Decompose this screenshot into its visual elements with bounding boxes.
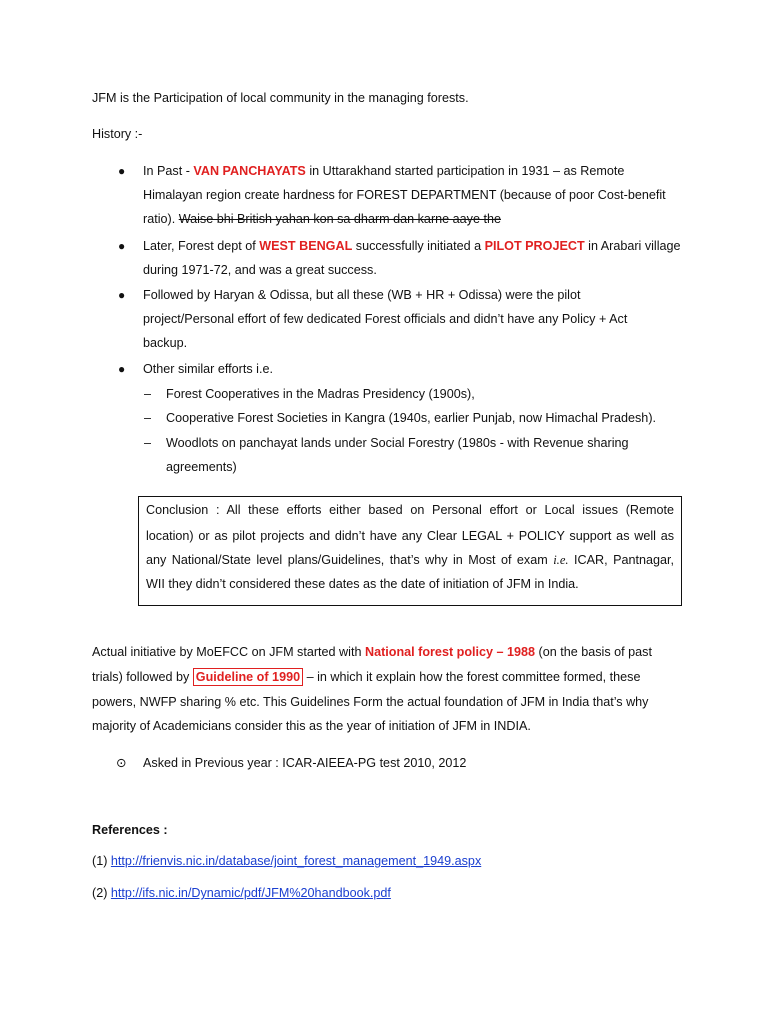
bullet3-line3: backup.: [143, 336, 188, 350]
sub-item: Cooperative Forest Societies in Kangra (1940s, earlier Punjab, now Himachal Pradesh).: [166, 411, 657, 425]
ie-italic: i.e.: [553, 553, 569, 567]
bullet2-text: in Arabari village: [584, 239, 681, 253]
conclusion-line3: [146, 548, 674, 572]
bullet1-text: in Uttarakhand started participation in 1931 – as Remote: [305, 164, 625, 178]
bullet3-line2: project/Personal effort of few dedicated Forest officials and didn’t have any Policy + Act: [143, 312, 628, 326]
conclusion-line1: Conclusion : All these efforts either based on Personal effort or Local issues (Remote: [146, 503, 674, 517]
bullet1-line2: Himalayan region create hardness for FOREST DEPARTMENT (because of poor Cost-benefit: [143, 188, 666, 202]
reference-link[interactable]: http://ifs.nic.in/Dynamic/pdf/JFM%20handbook.pdf: [110, 886, 391, 900]
bullet-dot: ●: [118, 239, 126, 253]
conclusion-text: any National/State level plans/Guidelines, that’s why in Most of exam: [146, 553, 554, 567]
conclusion-line4: WII they didn’t considered these dates as the date of initiation of JFM in India.: [146, 577, 579, 591]
dash-bullet: –: [144, 436, 152, 450]
bullet-dot: ●: [118, 288, 126, 302]
reference-number: (2): [92, 886, 111, 900]
conclusion-line2: location) or as pilot projects and didn’t have any Clear LEGAL + POLICY support as well as: [146, 529, 674, 543]
asked-text: Asked in Previous year : ICAR-AIEEA-PG test 2010, 2012: [143, 756, 467, 770]
bullet4-text: Other similar efforts i.e.: [143, 362, 273, 376]
bullet2-text: Later, Forest dept of: [143, 239, 260, 253]
bullet1-line1: [143, 159, 624, 183]
west-bengal-highlight: WEST BENGAL: [259, 239, 353, 253]
actual-line1: [92, 640, 652, 664]
bullet2-text: successfully initiated a: [352, 239, 485, 253]
bullet1-line3: [143, 207, 501, 231]
bullet2-line1: [143, 234, 681, 258]
pilot-project-highlight: PILOT PROJECT: [484, 239, 585, 253]
sub-item-cont: agreements): [166, 460, 237, 474]
national-forest-policy-highlight: National forest policy – 1988: [364, 645, 536, 659]
history-heading: History :-: [92, 127, 143, 141]
bullet-dot: ●: [118, 362, 126, 376]
actual-text: (on the basis of past: [535, 645, 652, 659]
sub-item: Woodlots on panchayat lands under Social Forestry (1980s - with Revenue sharing: [166, 436, 629, 450]
reference-number: (1): [92, 854, 111, 868]
van-panchayats-highlight: VAN PANCHAYATS: [193, 164, 306, 178]
circle-dot-icon: ⊙: [116, 756, 127, 770]
actual-text: – in which it explain how the forest committee formed, these: [303, 670, 641, 684]
actual-line4: majority of Academicians consider this as the year of initiation of JFM in INDIA.: [92, 719, 531, 733]
actual-line3: powers, NWFP sharing % etc. This Guidelines Form the actual foundation of JFM in India that’s why: [92, 695, 649, 709]
actual-text: trials) followed by: [92, 670, 193, 684]
bullet3-line1: Followed by Haryan & Odissa, but all these (WB + HR + Odissa) were the pilot: [143, 288, 581, 302]
dash-bullet: –: [144, 387, 152, 401]
intro-text: JFM is the Participation of local community in the managing forests.: [92, 91, 469, 105]
actual-text: Actual initiative by MoEFCC on JFM started with: [92, 645, 365, 659]
sub-item: Forest Cooperatives in the Madras Presidency (1900s),: [166, 387, 475, 401]
guideline-1990-highlight: Guideline of 1990: [193, 668, 303, 686]
dash-bullet: –: [144, 411, 152, 425]
struck-text: Waise bhi British yahan kon sa dharm dan karne aaye the: [178, 212, 501, 226]
reference-1: [92, 849, 481, 873]
reference-2: [92, 881, 391, 905]
bullet-dot: ●: [118, 164, 126, 178]
actual-line2: [92, 665, 640, 689]
reference-link[interactable]: http://frienvis.nic.in/database/joint_forest_management_1949.aspx: [110, 854, 482, 868]
bullet1-text: ratio).: [143, 212, 179, 226]
conclusion-text: ICAR, Pantnagar,: [568, 553, 675, 567]
bullet1-text: In Past -: [143, 164, 194, 178]
bullet2-line2: during 1971-72, and was a great success.: [143, 263, 377, 277]
references-heading: References :: [92, 823, 168, 837]
